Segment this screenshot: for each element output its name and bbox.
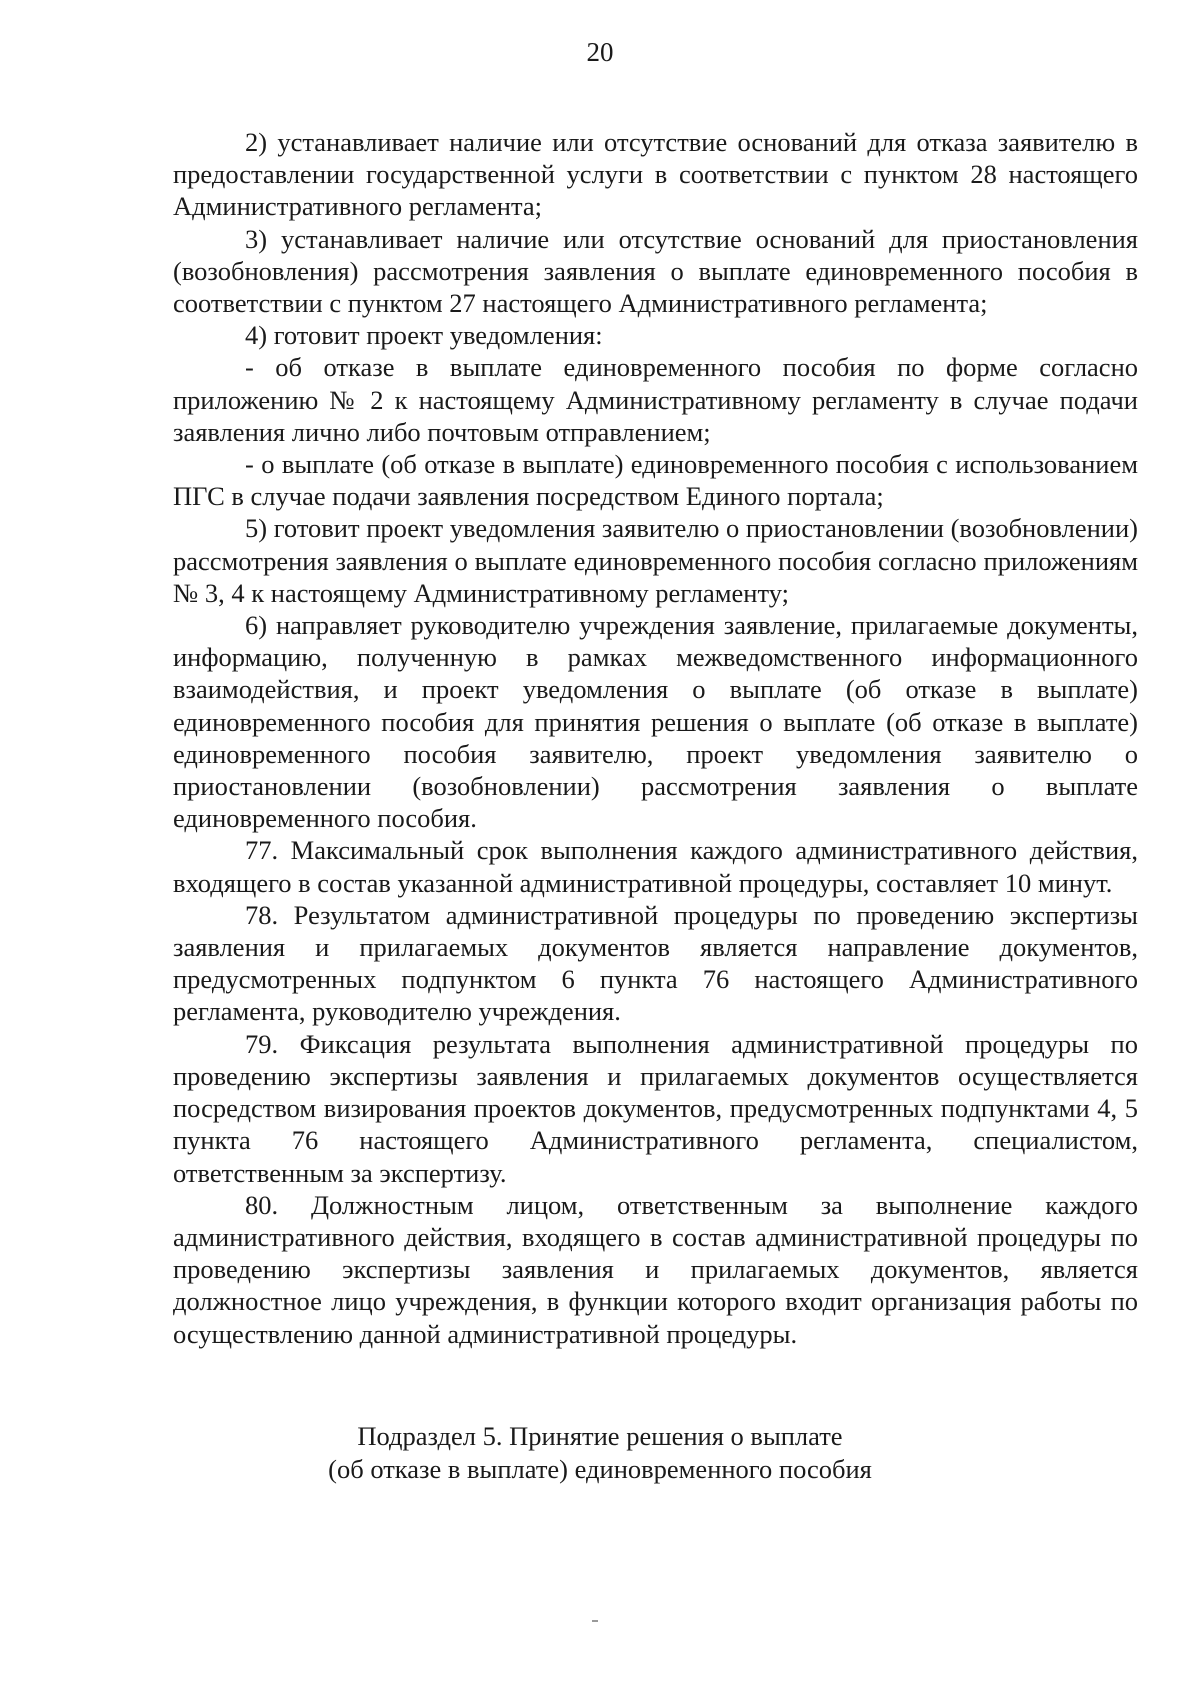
subpoint-4-item-refusal: - об отказе в выплате единовременного пособия по форме согласно приложению № 2 к настоящему Административному регламенту в случае подачи заявления лично либо почтовым отправлением; (173, 352, 1138, 447)
clause-80: 80. Должностным лицом, ответственным за выполнение каждого административного действия, входящего в состав административной процедуры по проведению экспертизы заявления и прилагаемых документов, является должностное лицо учреждения, в функции которого входит организация работы по осуществлению данной административной процедуры. (173, 1189, 1138, 1349)
subsection-heading (0, 1420, 1200, 1486)
clause-79: 79. Фиксация результата выполнения административной процедуры по проведению экспертизы заявления и прилагаемых документов осуществляется посредством визирования проектов документов, предусмотренных подпунктами 4, 5 пункта 76 настоящего Административного регламента, специалистом, ответственным за экспертизу. (173, 1028, 1138, 1188)
subpoint-4: 4) готовит проект уведомления: (245, 320, 603, 351)
clause-77: 77. Максимальный срок выполнения каждого административного действия, входящего в состав указанной административной процедуры, составляет 10 минут. (173, 835, 1138, 898)
subsection-heading-line-1: Подраздел 5. Принятие решения о выплате (357, 1421, 843, 1451)
subpoint-3: 3) устанавливает наличие или отсутствие оснований для приостановления (возобновления) рассмотрения заявления о выплате единовременного пособия в соответствии с пунктом 27 настоящего Административного регламента; (173, 223, 1138, 319)
subpoint-2: 2) устанавливает наличие или отсутствие оснований для отказа заявителю в предоставлении государственной услуги в соответствии с пунктом 28 настоящего Административного регламента; (173, 127, 1138, 222)
page-number: 20 (586, 37, 614, 67)
subsection-heading-line-2: (об отказе в выплате) единовременного пособия (328, 1454, 872, 1484)
subpoint-4-item-portal: - о выплате (об отказе в выплате) единовременного пособия с использованием ПГС в случае подачи заявления посредством Единого портала; (173, 449, 1138, 512)
subpoint-5: 5) готовит проект уведомления заявителю о приостановлении (возобновлении) рассмотрения заявления о выплате единовременного пособия согласно приложениям № 3, 4 к настоящему Административному регламенту; (173, 513, 1138, 608)
document-body (173, 126, 1138, 1350)
scan-artifact (592, 1620, 598, 1622)
subpoint-6: 6) направляет руководителю учреждения заявление, прилагаемые документы, информацию, полученную в рамках межведомственного информационного взаимодействия, и проект уведомления о выплате (об отказе в выплате) единовременного пособия для принятия решения о выплате (об отказе в выплате) единовременного пособия заявителю, проект уведомления заявителю о приостановлении (возобновлении) рассмотрения заявления о выплате единовременного пособия. (173, 610, 1138, 834)
clause-78: 78. Результатом административной процедуры по проведению экспертизы заявления и прилагаемых документов является направление документов, предусмотренных подпунктом 6 пункта 76 настоящего Административного регламента, руководителю учреждения. (173, 899, 1138, 1027)
